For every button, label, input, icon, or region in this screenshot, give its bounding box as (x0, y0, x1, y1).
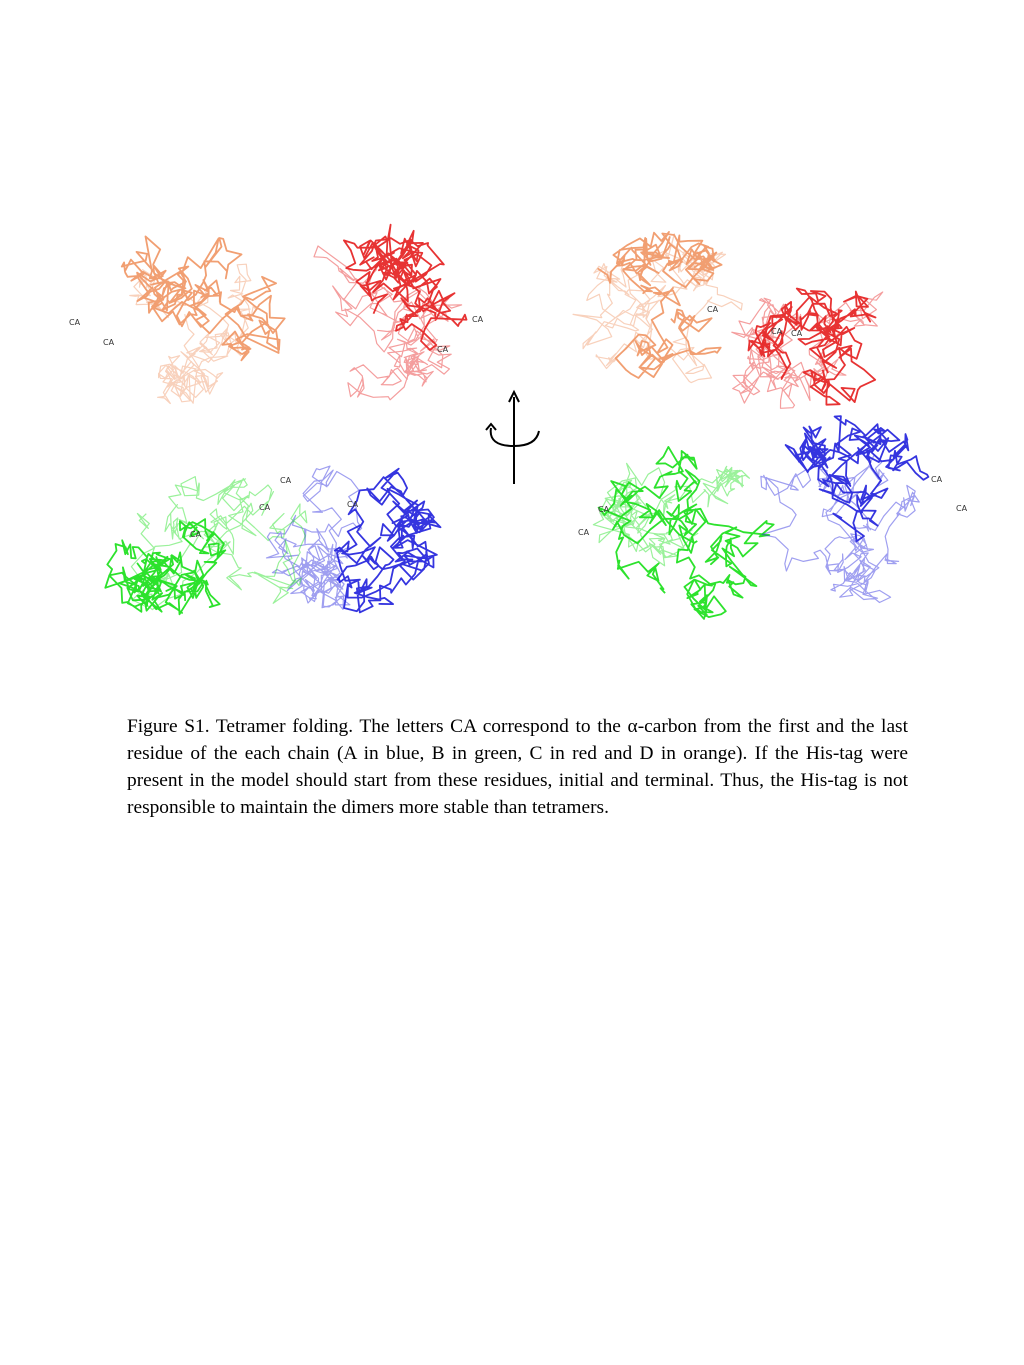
chain-d-trace (598, 232, 722, 378)
ca-label: CA (771, 327, 783, 336)
ca-label: CA (347, 500, 359, 509)
chain-a-trace (786, 416, 929, 541)
rotation-axis-icon (486, 392, 539, 484)
ca-label: CA (598, 505, 610, 514)
figure-caption: Figure S1. Tetramer folding. The letters CA correspond to the α-carbon from the first and the last residue of the each chain (A in blue, B in green, C in red and D in orange). If the His-tag were present in the model should start from these residues, initial and terminal. Thus, the His-tag is not responsible to maintain the dimers more stable than tetramers. (127, 716, 908, 818)
ca-label: CA (190, 530, 202, 539)
chain-c-trace (344, 225, 467, 350)
ca-label: CA (578, 528, 590, 537)
ca-label: CA (103, 338, 115, 347)
chain-c-trace (314, 246, 462, 400)
protein-chain-traces (105, 225, 928, 619)
ca-label: CA (791, 329, 803, 338)
ca-label: CA (437, 345, 449, 354)
ca-label: CA (69, 318, 81, 327)
chain-d-trace (122, 236, 285, 360)
ca-label: CA (259, 503, 271, 512)
ca-label: CA (707, 305, 719, 314)
chain-a-trace (335, 469, 441, 613)
ca-label: CA (956, 504, 968, 513)
ca-label: CA (280, 476, 292, 485)
ca-label: CA (472, 315, 484, 324)
ca-label: CA (931, 475, 943, 484)
